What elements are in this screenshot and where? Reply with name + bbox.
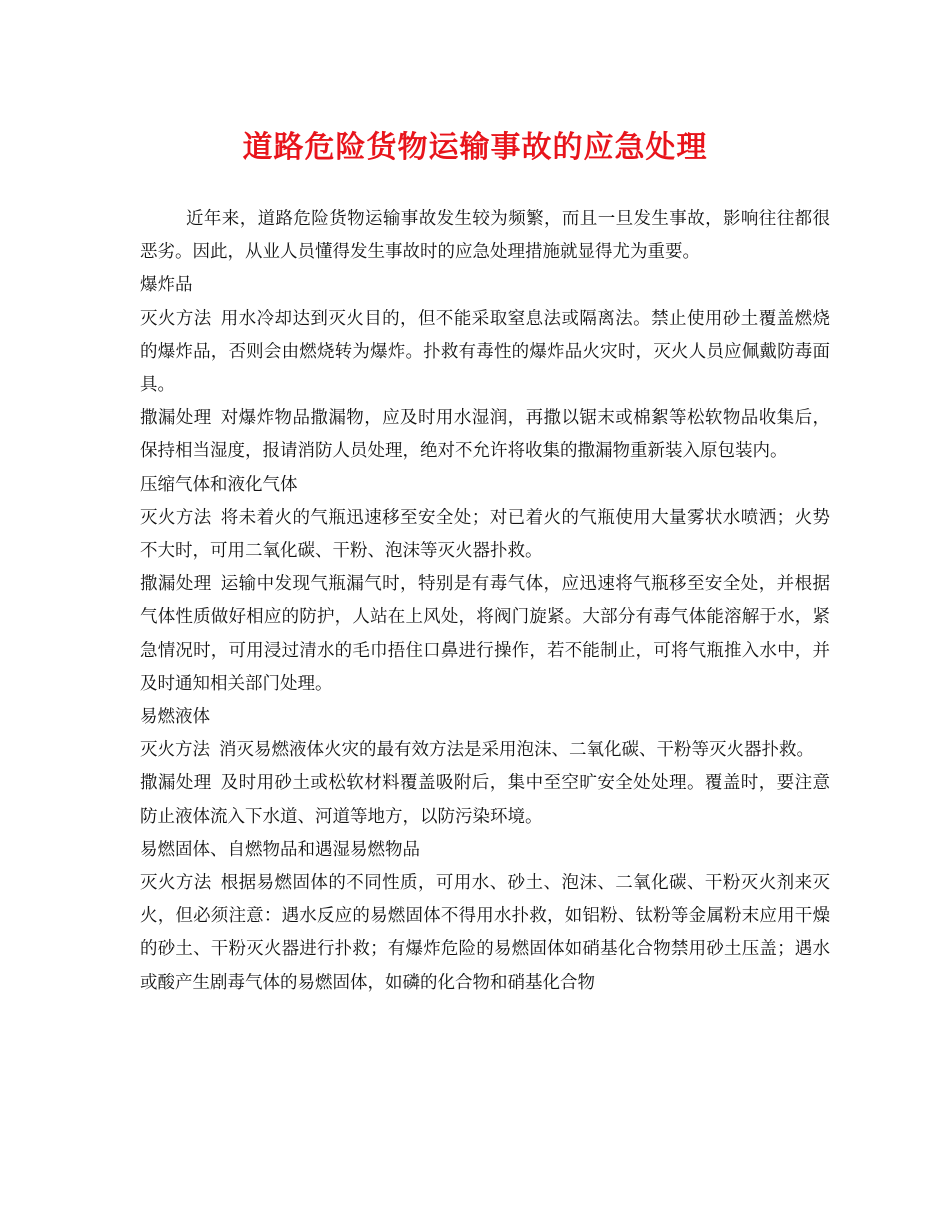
section-heading-gases: 压缩气体和液化气体 <box>140 474 298 495</box>
fire-method-paragraph <box>140 502 830 568</box>
section-heading-flammable-liquids: 易燃液体 <box>140 707 210 728</box>
fire-method-label: 灭火方法 <box>140 308 212 329</box>
spill-handling-text: 对爆炸物品撒漏物，应及时用水湿润，再撒以锯末或棉絮等松软物品收集后，保持相当湿度，报请消防人员处理，绝对不允许将收集的撒漏物重新装入原包装内。 <box>140 408 831 462</box>
fire-method-text: 根据易燃固体的不同性质，可用水、砂土、泡沫、二氧化碳、干粉灭火剂来灭火，但必须注意：遇水反应的易燃固体不得用水扑救，如铝粉、钛粉等金属粉末应用干燥的砂土、干粉灭火器进行扑救；有爆炸危险的易燃固体如硝基化合物禁用砂土压盖；遇水或酸产生剧毒气体的易燃固体，如磷的化合物和硝基化合物 <box>140 873 831 993</box>
section-heading-explosives: 爆炸品 <box>140 275 193 296</box>
section-heading-flammable-solids: 易燃固体、自燃物品和遇湿易燃物品 <box>140 839 420 860</box>
spill-handling-paragraph <box>140 767 830 833</box>
fire-method-text: 用水冷却达到灭火目的，但不能采取窒息法或隔离法。禁止使用砂土覆盖燃烧的爆炸品，否则会由燃烧转为爆炸。扑救有毒性的爆炸品火灾时，灭火人员应佩戴防毒面具。 <box>140 308 831 396</box>
spill-handling-text: 及时用砂土或松软材料覆盖吸附后，集中至空旷安全处处理。覆盖时，要注意防止液体流入下水道、河道等地方，以防污染环境。 <box>140 773 831 827</box>
fire-method-paragraph <box>140 734 830 767</box>
spill-handling-label: 撒漏处理 <box>140 773 212 794</box>
spill-handling-label: 撒漏处理 <box>140 408 212 429</box>
intro-paragraph: 近年来，道路危险货物运输事故发生较为频繁，而且一旦发生事故，影响往往都很恶劣。因此，从业人员懂得发生事故时的应急处理措施就显得尤为重要。 <box>140 209 830 263</box>
document-body <box>140 203 830 1000</box>
spill-handling-label: 撒漏处理 <box>140 574 212 595</box>
fire-method-paragraph <box>140 303 830 403</box>
spill-handling-paragraph <box>140 568 830 701</box>
fire-method-paragraph <box>140 867 830 1000</box>
spill-handling-paragraph <box>140 402 830 468</box>
spill-handling-text: 运输中发现气瓶漏气时，特别是有毒气体，应迅速将气瓶移至安全处，并根据气体性质做好相应的防护，人站在上风处，将阀门旋紧。大部分有毒气体能溶解于水，紧急情况时，可用浸过清水的毛巾捂住口鼻进行操作，若不能制止，可将气瓶推入水中，并及时通知相关部门处理。 <box>140 574 831 694</box>
fire-method-label: 灭火方法 <box>140 740 210 761</box>
fire-method-label: 灭火方法 <box>140 507 212 528</box>
fire-method-label: 灭火方法 <box>140 873 212 894</box>
fire-method-text: 消灭易燃液体火灾的最有效方法是采用泡沫、二氧化碳、干粉等灭火器扑救。 <box>219 740 814 761</box>
document-title: 道路危险货物运输事故的应急处理 <box>242 130 708 165</box>
fire-method-text: 将未着火的气瓶迅速移至安全处；对已着火的气瓶使用大量雾状水喷洒；火势不大时，可用二氧化碳、干粉、泡沫等灭火器扑救。 <box>140 507 831 562</box>
